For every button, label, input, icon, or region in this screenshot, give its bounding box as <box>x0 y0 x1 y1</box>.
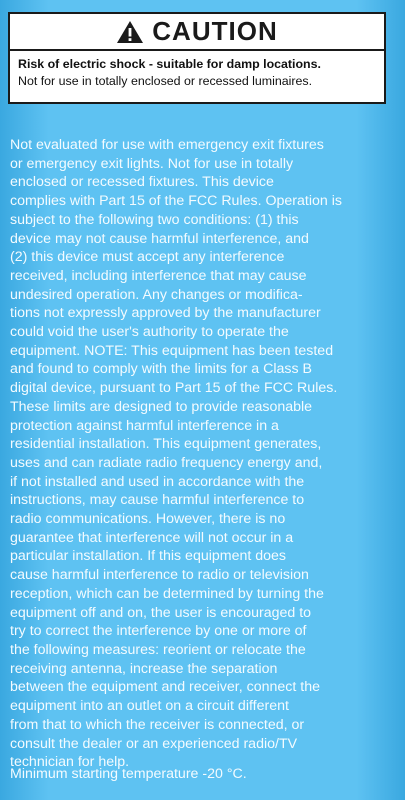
minimum-temperature-note: Minimum starting temperature -20 °C. <box>10 766 247 782</box>
notice-line: from that to which the receiver is connected, or <box>10 716 305 733</box>
notice-line: uses and can radiate radio frequency energy and, <box>10 454 323 471</box>
caution-title: CAUTION <box>152 16 278 46</box>
notice-line: received, including interference that may cause <box>10 267 307 284</box>
notice-line: device may not cause harmful interference, and <box>10 230 309 247</box>
warning-triangle-icon <box>116 20 144 44</box>
notice-line: technician for help. <box>10 754 130 771</box>
notice-line: cause harmful interference to radio or television <box>10 567 309 584</box>
notice-line: equipment off and on, the user is encouraged to <box>10 604 312 621</box>
notice-line: equipment. NOTE: This equipment has been tested <box>10 342 334 359</box>
notice-line: protection against harmful interference in a <box>10 417 279 434</box>
notice-line: receiving antenna, increase the separation <box>10 660 278 677</box>
notice-line: complies with Part 15 of the FCC Rules. Operation is <box>10 193 342 210</box>
notice-line: equipment into an outlet on a circuit different <box>10 698 289 715</box>
notice-line: residential installation. This equipment generates, <box>10 436 322 453</box>
notice-line: or emergency exit lights. Not for use in totally <box>10 155 294 172</box>
notice-line: (2) this device must accept any interference <box>10 249 285 266</box>
notice-line: enclosed or recessed fixtures. This device <box>10 174 274 191</box>
notice-line: between the equipment and receiver, connect the <box>10 679 320 696</box>
notice-line: These limits are designed to provide reasonable <box>10 398 313 415</box>
notice-line: particular installation. If this equipment does <box>10 548 287 565</box>
notice-line: reception, which can be determined by turning the <box>10 585 324 602</box>
notice-line: undesired operation. Any changes or modifica- <box>10 286 303 303</box>
notice-line: the following measures: reorient or relocate the <box>10 641 306 658</box>
notice-line: and found to comply with the limits for a Class B <box>10 361 313 378</box>
notice-line: radio communications. However, there is no <box>10 511 286 528</box>
notice-line: if not installed and used in accordance with the <box>10 473 305 490</box>
notice-line: try to correct the interference by one or more of <box>10 623 307 640</box>
notice-line: consult the dealer or an experienced radio/TV <box>10 735 298 752</box>
caution-header <box>10 14 384 51</box>
notice-line: Not evaluated for use with emergency exit fixtures <box>10 137 324 153</box>
notice-line: could void the user's authority to operate the <box>10 324 289 341</box>
fcc-notice-text <box>10 136 388 772</box>
caution-enclosure-warning: Not for use in totally enclosed or recessed luminaires. <box>18 74 313 88</box>
notice-line: tions not expressly approved by the manufacturer <box>10 305 321 322</box>
notice-line: digital device, pursuant to Part 15 of the FCC Rules. <box>10 380 338 397</box>
caution-box <box>8 12 386 104</box>
notice-line: instructions, may cause harmful interference to <box>10 492 305 509</box>
notice-line: guarantee that interference will not occur in a <box>10 529 294 546</box>
notice-line: subject to the following two conditions: (1) this <box>10 211 299 228</box>
caution-shock-warning: Risk of electric shock - suitable for damp locations. <box>18 57 321 71</box>
